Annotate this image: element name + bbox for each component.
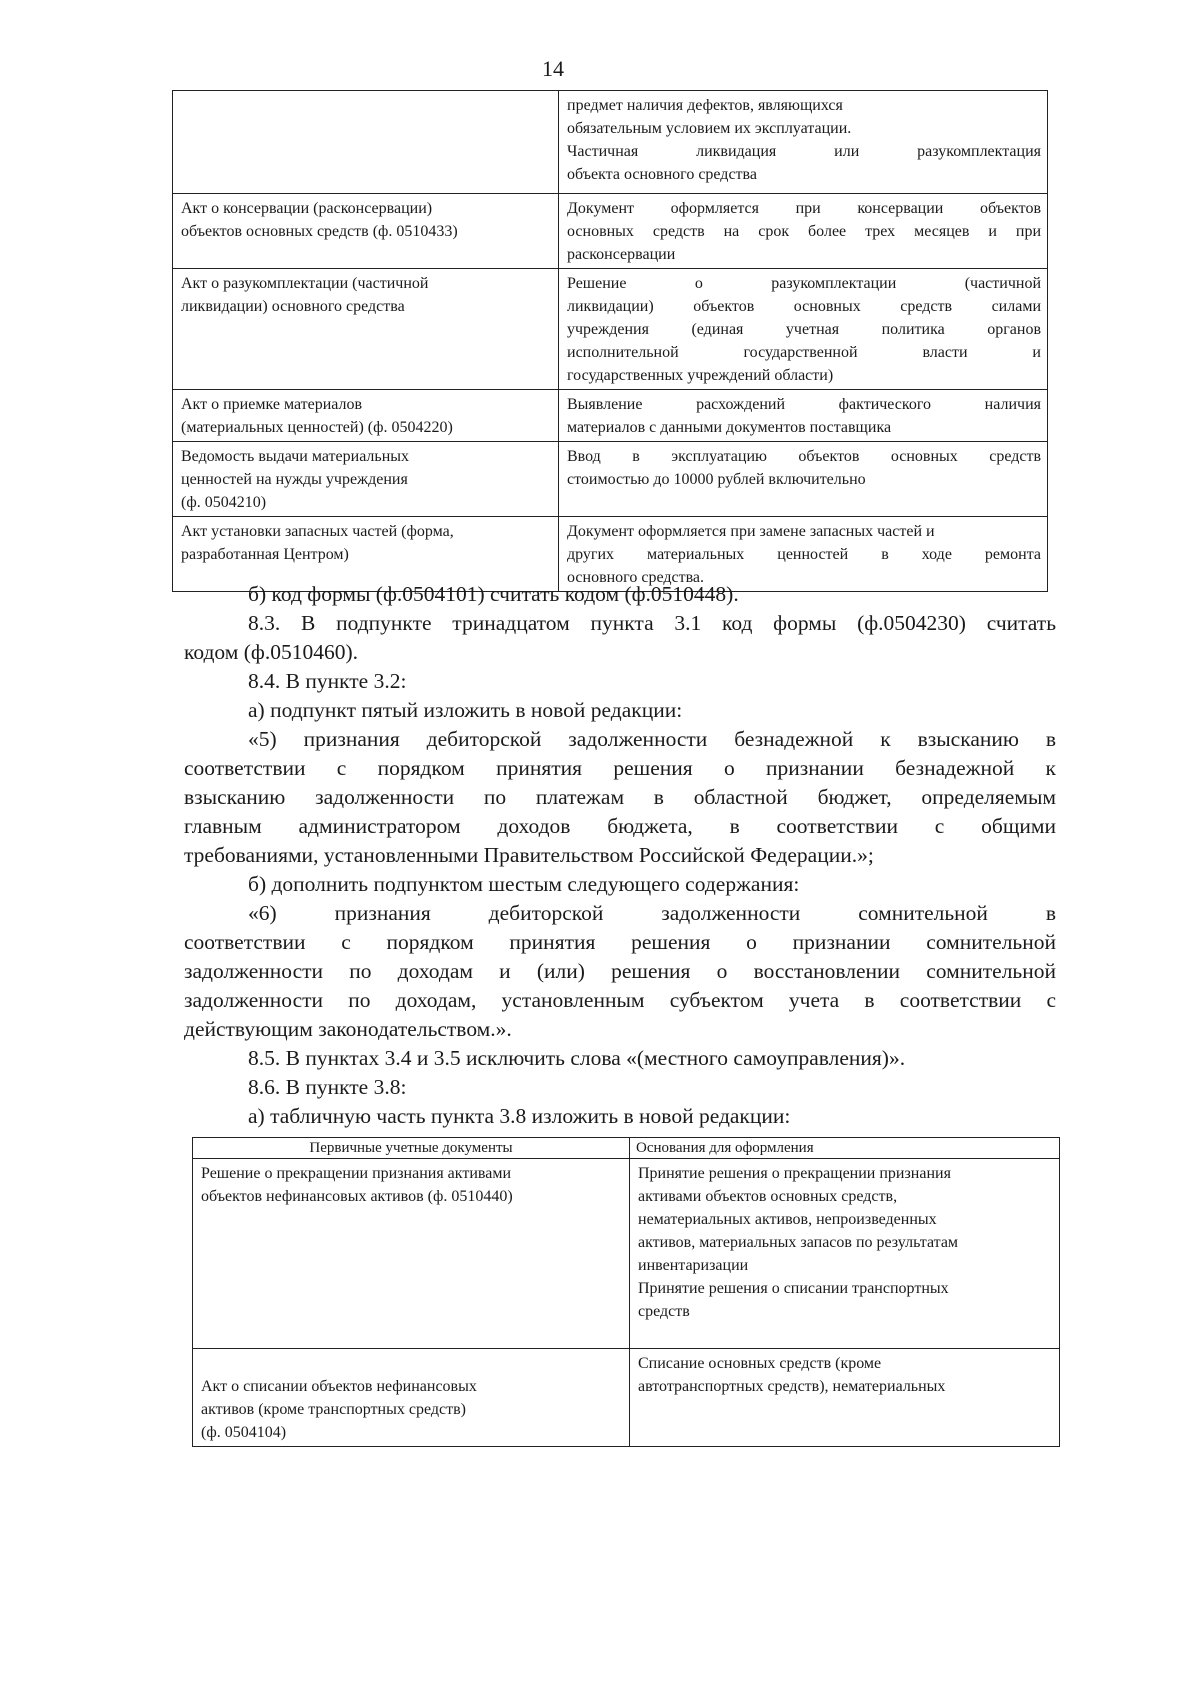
table-cell-basis bbox=[630, 1349, 1060, 1447]
cell-line: Документ оформляется при консервации объектов bbox=[567, 200, 1041, 217]
cell-line: исполнительной государственной власти и bbox=[567, 344, 1041, 361]
table-cell-document bbox=[173, 269, 559, 390]
cell-line: автотранспортных средств), нематериальных bbox=[638, 1378, 946, 1395]
cell-line: расконсервации bbox=[567, 246, 676, 263]
paragraph-line: соответствии с порядком принятия решения о признании сомнительной bbox=[184, 930, 1056, 954]
cell-line: объектов основных средств (ф. 0510433) bbox=[181, 223, 458, 240]
column-header-basis: Основания для оформления bbox=[630, 1138, 1060, 1159]
cell-line: других материальных ценностей в ходе ремонта bbox=[567, 546, 1041, 563]
cell-line: предмет наличия дефектов, являющихся bbox=[567, 97, 843, 114]
paragraph: б) дополнить подпунктом шестым следующего содержания: bbox=[248, 872, 800, 896]
cell-line: Принятие решения о прекращении признания bbox=[638, 1165, 951, 1182]
accounting-documents-table-continued bbox=[172, 90, 1048, 592]
paragraph: 8.5. В пунктах 3.4 и 3.5 исключить слова «(местного самоуправления)». bbox=[248, 1046, 906, 1070]
paragraph: а) табличную часть пункта 3.8 изложить в новой редакции: bbox=[248, 1104, 791, 1128]
table-row bbox=[173, 390, 1048, 442]
cell-line: активами объектов основных средств, bbox=[638, 1188, 898, 1205]
cell-line: объекта основного средства bbox=[567, 166, 757, 183]
cell-line: стоимостью до 10000 рублей включительно bbox=[567, 471, 866, 488]
cell-line: Решение о разукомплектации (частичной bbox=[567, 275, 1041, 292]
cell-line: активов, материальных запасов по результатам bbox=[638, 1234, 959, 1251]
paragraph-line: задолженности по доходам и (или) решения о восстановлении сомнительной bbox=[184, 959, 1056, 983]
paragraph: 8.4. В пункте 3.2: bbox=[248, 669, 407, 693]
paragraph-line: «6) признания дебиторской задолженности сомнительной в bbox=[248, 901, 1056, 925]
cell-line: Акт о приемке материалов bbox=[181, 396, 363, 413]
table-cell-document bbox=[173, 390, 559, 442]
cell-line: Ведомость выдачи материальных bbox=[181, 448, 410, 465]
table-cell-document bbox=[173, 442, 559, 517]
cell-line: Акт о списании объектов нефинансовых bbox=[201, 1378, 477, 1395]
cell-line: объектов нефинансовых активов (ф. 0510440) bbox=[201, 1188, 513, 1205]
table-cell-basis bbox=[559, 91, 1048, 194]
cell-line: Решение о прекращении признания активами bbox=[201, 1165, 512, 1182]
cell-line: (ф. 0504104) bbox=[201, 1424, 287, 1441]
table-cell-basis bbox=[559, 194, 1048, 269]
cell-line: Акт о разукомплектации (частичной bbox=[181, 275, 429, 292]
primary-documents-table bbox=[192, 1137, 1060, 1447]
paragraph: кодом (ф.0510460). bbox=[184, 640, 358, 664]
cell-line: ликвидации) основного средства bbox=[181, 298, 405, 315]
cell-line: основного средства. bbox=[567, 569, 705, 586]
table-cell-basis bbox=[559, 442, 1048, 517]
cell-line: Акт о консервации (расконсервации) bbox=[181, 200, 433, 217]
cell-line: Ввод в эксплуатацию объектов основных средств bbox=[567, 448, 1041, 465]
paragraph-line: «5) признания дебиторской задолженности безнадежной к взысканию в bbox=[248, 727, 1056, 751]
table-row bbox=[173, 269, 1048, 390]
cell-line: нематериальных активов, непроизведенных bbox=[638, 1211, 937, 1228]
page-number: 14 bbox=[542, 56, 564, 81]
cell-line: Выявление расхождений фактического наличия bbox=[567, 396, 1041, 413]
table-cell-document bbox=[193, 1159, 630, 1349]
paragraph-line: соответствии с порядком принятия решения о признании безнадежной к bbox=[184, 756, 1056, 780]
cell-line: разработанная Центром) bbox=[181, 546, 349, 563]
body-text bbox=[184, 580, 1056, 1131]
paragraph: 8.6. В пункте 3.8: bbox=[248, 1075, 407, 1099]
paragraph-line: взысканию задолженности по платежам в областной бюджет, определяемым bbox=[184, 785, 1056, 809]
paragraph-line: действующим законодательством.». bbox=[184, 1017, 512, 1041]
cell-line: Акт установки запасных частей (форма, bbox=[181, 523, 454, 540]
cell-line: обязательным условием их эксплуатации. bbox=[567, 120, 852, 137]
table-cell-document bbox=[173, 194, 559, 269]
table-row bbox=[173, 91, 1048, 194]
table-cell-document bbox=[193, 1349, 630, 1447]
paragraph: б) код формы (ф.0504101) считать кодом (ф.0510448). bbox=[248, 582, 739, 606]
table-row bbox=[173, 194, 1048, 269]
cell-line: ценностей на нужды учреждения bbox=[181, 471, 408, 488]
table-row bbox=[193, 1159, 1060, 1349]
cell-line: ликвидации) объектов основных средств силами bbox=[567, 298, 1041, 315]
cell-line: материалов с данными документов поставщика bbox=[567, 419, 892, 436]
paragraph: 8.3. В подпункте тринадцатом пункта 3.1 код формы (ф.0504230) считать bbox=[248, 611, 1056, 635]
cell-line: государственных учреждений области) bbox=[567, 367, 834, 384]
table-row bbox=[193, 1349, 1060, 1447]
table-cell-basis bbox=[630, 1159, 1060, 1349]
paragraph: а) подпункт пятый изложить в новой редакции: bbox=[248, 698, 683, 722]
cell-line: средств bbox=[638, 1303, 690, 1320]
table-cell-basis bbox=[559, 390, 1048, 442]
cell-line: Частичная ликвидация или разукомплектация bbox=[567, 143, 1041, 160]
cell-line: инвентаризации bbox=[638, 1257, 749, 1274]
column-header-documents: Первичные учетные документы bbox=[193, 1138, 630, 1159]
cell-line: Списание основных средств (кроме bbox=[638, 1355, 882, 1372]
table-cell-basis bbox=[559, 269, 1048, 390]
cell-line: Документ оформляется при замене запасных частей и bbox=[567, 523, 935, 540]
table-header-row bbox=[193, 1138, 1060, 1159]
table-row bbox=[173, 442, 1048, 517]
cell-line: активов (кроме транспортных средств) bbox=[201, 1401, 466, 1418]
paragraph-line: требованиями, установленными Правительством Российской Федерации.»; bbox=[184, 843, 874, 867]
cell-line: (ф. 0504210) bbox=[181, 494, 267, 511]
cell-line: учреждения (единая учетная политика органов bbox=[567, 321, 1041, 338]
table-cell-document bbox=[173, 91, 559, 194]
paragraph-line: задолженности по доходам, установленным субъектом учета в соответствии с bbox=[184, 988, 1056, 1012]
cell-line: Принятие решения о списании транспортных bbox=[638, 1280, 949, 1297]
cell-line: (материальных ценностей) (ф. 0504220) bbox=[181, 419, 453, 436]
cell-line: основных средств на срок более трех месяцев и при bbox=[567, 223, 1041, 240]
paragraph-line: главным администратором доходов бюджета, в соответствии с общими bbox=[184, 814, 1056, 838]
